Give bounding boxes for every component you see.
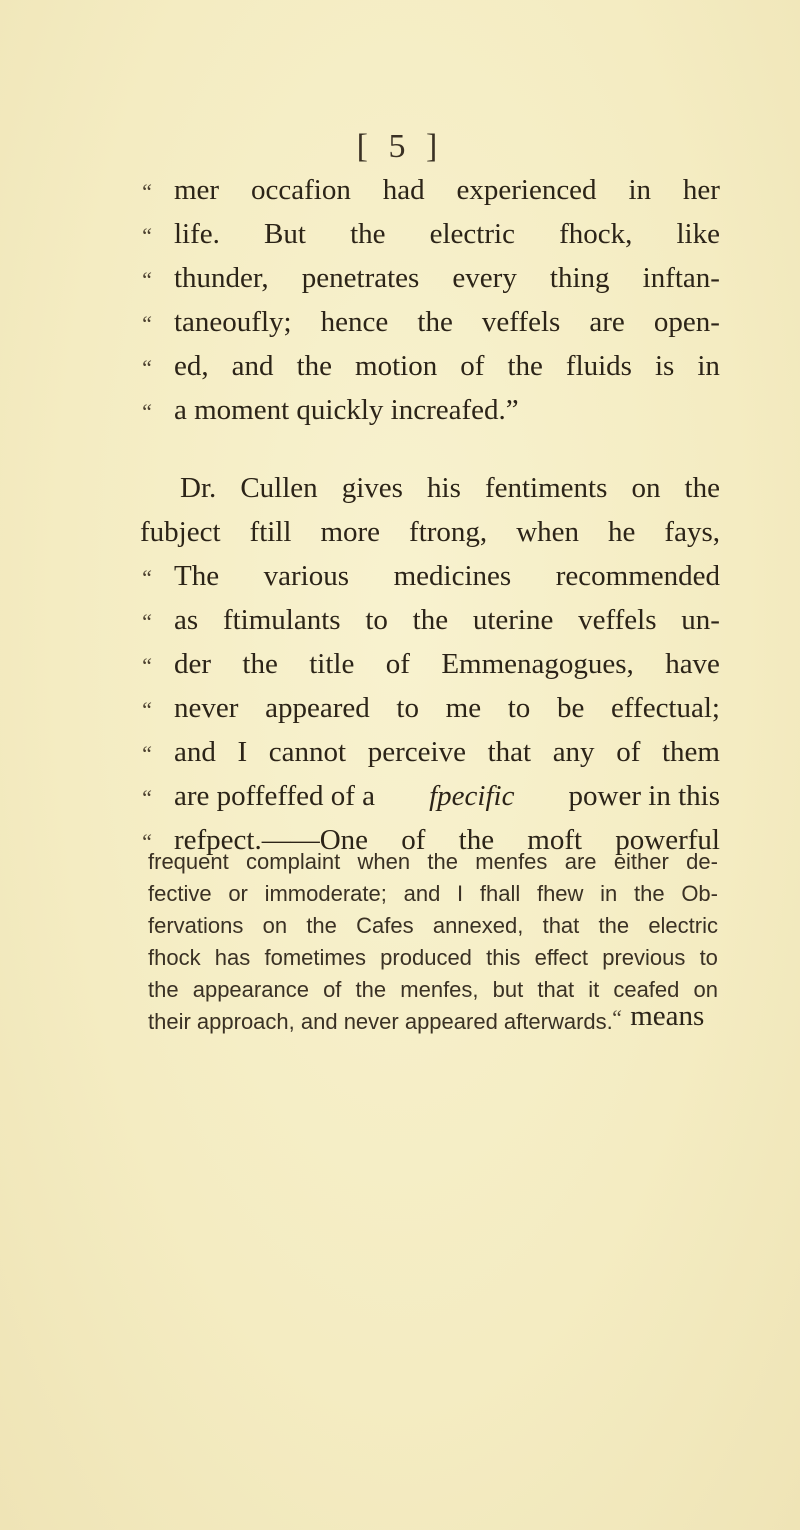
text-line — [140, 344, 720, 388]
footnote-line: frequent complaint when the menfes are either de- — [148, 849, 718, 874]
line-text: ed, and the motion of the fluids is in — [174, 350, 720, 382]
quote-mark: “ — [140, 565, 153, 590]
line-text: taneoufly; hence the veffels are open- — [174, 306, 720, 338]
paragraph-gap — [140, 432, 720, 466]
footnote-line: fective or immoderate; and I fhall fhew in the Ob- — [148, 881, 718, 906]
footnote-line: their approach, and never appeared afterwards. — [148, 1009, 613, 1034]
quote-mark: “ — [140, 311, 153, 336]
quote-mark: “ — [140, 267, 153, 292]
line-text-inner: Dr. Cullen gives his fentiments on the — [180, 472, 720, 504]
main-text — [140, 168, 720, 862]
quote-mark: “ — [140, 355, 153, 380]
line-text: never appeared to me to be effectual; — [174, 692, 720, 724]
line-text: thunder, penetrates every thing inftan- — [174, 262, 720, 294]
quote-mark: “ — [140, 653, 153, 678]
text-line — [140, 554, 720, 598]
quote-mark: “ — [140, 609, 153, 634]
line-text: as ftimulants to the uterine veffels un- — [174, 604, 720, 636]
quote-mark: “ — [140, 697, 153, 722]
line-text: and I cannot perceive that any of them — [174, 736, 720, 768]
quote-mark: “ — [140, 179, 153, 204]
text-line — [140, 256, 720, 300]
quote-mark: “ — [610, 1005, 623, 1030]
text-line — [140, 774, 720, 818]
footnote-line: fhock has fometimes produced this effect previous to — [148, 945, 718, 970]
italic-word: fpecific — [429, 780, 515, 812]
catchword — [610, 1000, 704, 1033]
quote-mark: “ — [140, 829, 153, 854]
line-text: der the title of Emmenagogues, have — [174, 648, 720, 680]
page-number: [ 5 ] — [356, 128, 444, 165]
footnote-line: the appearance of the menfes, but that it ceafed on — [148, 977, 718, 1002]
text-line — [140, 466, 720, 510]
text-line — [140, 168, 720, 212]
text-line — [140, 212, 720, 256]
line-text-part: power in this — [568, 780, 720, 812]
text-line — [140, 510, 720, 554]
line-text: a moment quickly increafed.” — [174, 394, 519, 426]
quote-mark: “ — [140, 223, 153, 248]
line-text: The various medicines recommended — [174, 560, 720, 592]
line-text — [174, 774, 720, 818]
text-line — [140, 388, 720, 432]
catchword-text: means — [630, 1000, 705, 1032]
text-line — [140, 642, 720, 686]
text-line — [140, 598, 720, 642]
footnote-line: fervations on the Cafes annexed, that the electric — [148, 913, 718, 938]
line-text-part: are poffeffed of a — [174, 780, 376, 812]
text-line — [140, 686, 720, 730]
text-line — [140, 300, 720, 344]
quote-mark: “ — [140, 785, 153, 810]
text-line — [140, 730, 720, 774]
line-text: life. But the electric fhock, like — [174, 218, 720, 250]
quote-mark: “ — [140, 399, 153, 424]
line-text: refpect.——One of the moft powerful — [174, 824, 720, 856]
line-text: mer occafion had experienced in her — [174, 174, 720, 206]
quote-mark: “ — [140, 741, 153, 766]
line-text: fubject ftill more ftrong, when he fays, — [140, 516, 720, 548]
line-text — [140, 466, 720, 510]
